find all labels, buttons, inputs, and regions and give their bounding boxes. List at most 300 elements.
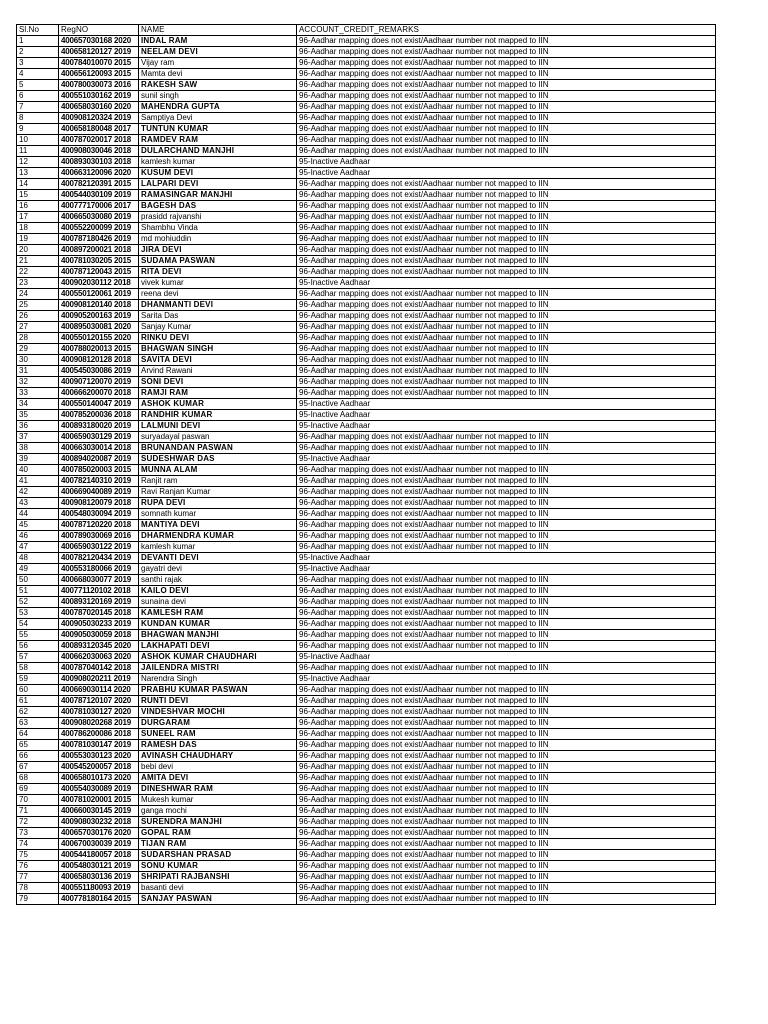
cell-sl-no: 4 <box>17 69 59 80</box>
account-credit-table <box>16 24 716 905</box>
cell-sl-no: 35 <box>17 410 59 421</box>
cell-regno: 400785200036 2018 <box>59 410 139 421</box>
cell-name: SONU KUMAR <box>139 861 297 872</box>
cell-regno: 400787120220 2018 <box>59 520 139 531</box>
cell-name: VINDESHVAR MOCHI <box>139 707 297 718</box>
column-header-name: NAME <box>139 25 297 36</box>
cell-name: SANJAY PASWAN <box>139 894 297 905</box>
cell-sl-no: 42 <box>17 487 59 498</box>
cell-sl-no: 2 <box>17 47 59 58</box>
table-row <box>17 586 716 597</box>
cell-remark: 96-Aadhar mapping does not exist/Aadhaar number not mapped to IIN <box>297 630 716 641</box>
table-row <box>17 234 716 245</box>
cell-sl-no: 61 <box>17 696 59 707</box>
cell-regno: 400908120128 2018 <box>59 355 139 366</box>
table-row <box>17 729 716 740</box>
table-row <box>17 564 716 575</box>
cell-remark: 96-Aadhar mapping does not exist/Aadhaar number not mapped to IIN <box>297 542 716 553</box>
cell-regno: 400787120043 2015 <box>59 267 139 278</box>
table-row <box>17 883 716 894</box>
header-row <box>17 25 716 36</box>
cell-name: BRUNANDAN PASWAN <box>139 443 297 454</box>
cell-sl-no: 38 <box>17 443 59 454</box>
table-row <box>17 366 716 377</box>
cell-regno: 400781030205 2015 <box>59 256 139 267</box>
table-row <box>17 553 716 564</box>
cell-name: Shambhu Vinda <box>139 223 297 234</box>
cell-remark: 96-Aadhar mapping does not exist/Aadhaar number not mapped to IIN <box>297 619 716 630</box>
table-row <box>17 685 716 696</box>
cell-sl-no: 8 <box>17 113 59 124</box>
cell-name: ASHOK KUMAR <box>139 399 297 410</box>
cell-remark: 96-Aadhar mapping does not exist/Aadhaar number not mapped to IIN <box>297 113 716 124</box>
cell-remark: 96-Aadhar mapping does not exist/Aadhaar number not mapped to IIN <box>297 267 716 278</box>
cell-name: DURGARAM <box>139 718 297 729</box>
cell-remark: 96-Aadhar mapping does not exist/Aadhaar number not mapped to IIN <box>297 223 716 234</box>
cell-regno: 400548030094 2019 <box>59 509 139 520</box>
cell-name: RINKU DEVI <box>139 333 297 344</box>
cell-sl-no: 53 <box>17 608 59 619</box>
cell-remark: 95-Inactive Aadhaar <box>297 157 716 168</box>
table-row <box>17 861 716 872</box>
cell-remark: 96-Aadhar mapping does not exist/Aadhaar number not mapped to IIN <box>297 839 716 850</box>
cell-sl-no: 33 <box>17 388 59 399</box>
cell-regno: 400781030147 2019 <box>59 740 139 751</box>
cell-regno: 400787180426 2019 <box>59 234 139 245</box>
cell-regno: 400908120324 2019 <box>59 113 139 124</box>
table-row <box>17 487 716 498</box>
cell-regno: 400778180164 2015 <box>59 894 139 905</box>
cell-remark: 96-Aadhar mapping does not exist/Aadhaar number not mapped to IIN <box>297 751 716 762</box>
cell-remark: 95-Inactive Aadhaar <box>297 564 716 575</box>
table-row <box>17 509 716 520</box>
cell-remark: 96-Aadhar mapping does not exist/Aadhaar number not mapped to IIN <box>297 872 716 883</box>
cell-name: TIJAN RAM <box>139 839 297 850</box>
cell-sl-no: 20 <box>17 245 59 256</box>
cell-sl-no: 64 <box>17 729 59 740</box>
table-row <box>17 443 716 454</box>
cell-sl-no: 76 <box>17 861 59 872</box>
spreadsheet-page <box>16 24 716 905</box>
cell-name: DINESHWAR RAM <box>139 784 297 795</box>
cell-sl-no: 68 <box>17 773 59 784</box>
cell-remark: 96-Aadhar mapping does not exist/Aadhaar number not mapped to IIN <box>297 817 716 828</box>
cell-regno: 400905200163 2019 <box>59 311 139 322</box>
cell-name: BHAGWAN SINGH <box>139 344 297 355</box>
cell-name: Mukesh kumar <box>139 795 297 806</box>
table-row <box>17 762 716 773</box>
cell-sl-no: 70 <box>17 795 59 806</box>
cell-remark: 96-Aadhar mapping does not exist/Aadhaar number not mapped to IIN <box>297 850 716 861</box>
cell-remark: 96-Aadhar mapping does not exist/Aadhaar number not mapped to IIN <box>297 179 716 190</box>
cell-sl-no: 43 <box>17 498 59 509</box>
table-row <box>17 619 716 630</box>
cell-regno: 400658010173 2020 <box>59 773 139 784</box>
table-row <box>17 872 716 883</box>
cell-sl-no: 15 <box>17 190 59 201</box>
cell-sl-no: 7 <box>17 102 59 113</box>
cell-remark: 96-Aadhar mapping does not exist/Aadhaar number not mapped to IIN <box>297 333 716 344</box>
table-row <box>17 399 716 410</box>
cell-sl-no: 10 <box>17 135 59 146</box>
table-row <box>17 784 716 795</box>
cell-remark: 96-Aadhar mapping does not exist/Aadhaar number not mapped to IIN <box>297 707 716 718</box>
cell-name: LALMUNI DEVI <box>139 421 297 432</box>
cell-sl-no: 62 <box>17 707 59 718</box>
cell-remark: 96-Aadhar mapping does not exist/Aadhaar number not mapped to IIN <box>297 58 716 69</box>
table-row <box>17 773 716 784</box>
cell-name: prasidd rajvanshi <box>139 212 297 223</box>
cell-regno: 400894020087 2019 <box>59 454 139 465</box>
table-row <box>17 465 716 476</box>
cell-name: Vijay ram <box>139 58 297 69</box>
cell-regno: 400902030112 2018 <box>59 278 139 289</box>
cell-sl-no: 32 <box>17 377 59 388</box>
table-row <box>17 850 716 861</box>
cell-name: RUPA DEVI <box>139 498 297 509</box>
cell-sl-no: 48 <box>17 553 59 564</box>
cell-sl-no: 73 <box>17 828 59 839</box>
table-row <box>17 267 716 278</box>
table-row <box>17 344 716 355</box>
table-row <box>17 322 716 333</box>
cell-name: DHANMANTI DEVI <box>139 300 297 311</box>
cell-name: santhi rajak <box>139 575 297 586</box>
cell-remark: 96-Aadhar mapping does not exist/Aadhaar number not mapped to IIN <box>297 388 716 399</box>
cell-remark: 96-Aadhar mapping does not exist/Aadhaar number not mapped to IIN <box>297 883 716 894</box>
cell-remark: 96-Aadhar mapping does not exist/Aadhaar number not mapped to IIN <box>297 91 716 102</box>
table-row <box>17 102 716 113</box>
table-row <box>17 432 716 443</box>
cell-regno: 400785020003 2015 <box>59 465 139 476</box>
cell-regno: 400662030063 2020 <box>59 652 139 663</box>
cell-sl-no: 37 <box>17 432 59 443</box>
cell-regno: 400551180093 2019 <box>59 883 139 894</box>
cell-sl-no: 22 <box>17 267 59 278</box>
cell-name: MUNNA ALAM <box>139 465 297 476</box>
cell-name: SUDARSHAN PRASAD <box>139 850 297 861</box>
cell-name: LALPARI DEVI <box>139 179 297 190</box>
cell-remark: 96-Aadhar mapping does not exist/Aadhaar number not mapped to IIN <box>297 212 716 223</box>
table-row <box>17 388 716 399</box>
cell-regno: 400554030089 2019 <box>59 784 139 795</box>
cell-remark: 96-Aadhar mapping does not exist/Aadhaar number not mapped to IIN <box>297 36 716 47</box>
cell-name: suryadayal paswan <box>139 432 297 443</box>
cell-regno: 400658180048 2017 <box>59 124 139 135</box>
cell-sl-no: 39 <box>17 454 59 465</box>
cell-sl-no: 18 <box>17 223 59 234</box>
cell-regno: 400789030069 2016 <box>59 531 139 542</box>
cell-sl-no: 30 <box>17 355 59 366</box>
cell-regno: 400771120102 2018 <box>59 586 139 597</box>
cell-name: AMITA DEVI <box>139 773 297 784</box>
cell-name: Mamta devi <box>139 69 297 80</box>
cell-remark: 96-Aadhar mapping does not exist/Aadhaar number not mapped to IIN <box>297 124 716 135</box>
cell-remark: 96-Aadhar mapping does not exist/Aadhaar number not mapped to IIN <box>297 729 716 740</box>
cell-name: BAGESH DAS <box>139 201 297 212</box>
cell-sl-no: 67 <box>17 762 59 773</box>
cell-name: sunaina devi <box>139 597 297 608</box>
cell-name: RAKESH SAW <box>139 80 297 91</box>
cell-regno: 400788020013 2015 <box>59 344 139 355</box>
cell-remark: 95-Inactive Aadhaar <box>297 674 716 685</box>
cell-regno: 400665030080 2019 <box>59 212 139 223</box>
cell-regno: 400545030086 2019 <box>59 366 139 377</box>
cell-name: md mohiuddin <box>139 234 297 245</box>
cell-name: kamlesh kumar <box>139 542 297 553</box>
cell-sl-no: 56 <box>17 641 59 652</box>
cell-name: gayatri devi <box>139 564 297 575</box>
cell-name: RANDHIR KUMAR <box>139 410 297 421</box>
cell-regno: 400545200057 2018 <box>59 762 139 773</box>
cell-name: SONI DEVI <box>139 377 297 388</box>
cell-remark: 96-Aadhar mapping does not exist/Aadhaar number not mapped to IIN <box>297 234 716 245</box>
table-row <box>17 168 716 179</box>
cell-sl-no: 21 <box>17 256 59 267</box>
cell-remark: 96-Aadhar mapping does not exist/Aadhaar number not mapped to IIN <box>297 696 716 707</box>
table-row <box>17 80 716 91</box>
cell-remark: 96-Aadhar mapping does not exist/Aadhaar number not mapped to IIN <box>297 300 716 311</box>
cell-sl-no: 52 <box>17 597 59 608</box>
cell-remark: 96-Aadhar mapping does not exist/Aadhaar number not mapped to IIN <box>297 366 716 377</box>
cell-regno: 400552200099 2019 <box>59 223 139 234</box>
cell-sl-no: 3 <box>17 58 59 69</box>
cell-remark: 96-Aadhar mapping does not exist/Aadhaar number not mapped to IIN <box>297 509 716 520</box>
cell-name: RAMASINGAR MANJHI <box>139 190 297 201</box>
cell-name: GOPAL RAM <box>139 828 297 839</box>
cell-remark: 96-Aadhar mapping does not exist/Aadhaar number not mapped to IIN <box>297 861 716 872</box>
cell-remark: 96-Aadhar mapping does not exist/Aadhaar number not mapped to IIN <box>297 102 716 113</box>
cell-sl-no: 45 <box>17 520 59 531</box>
cell-regno: 400908030232 2018 <box>59 817 139 828</box>
cell-sl-no: 25 <box>17 300 59 311</box>
cell-sl-no: 47 <box>17 542 59 553</box>
cell-regno: 400656120093 2015 <box>59 69 139 80</box>
cell-remark: 96-Aadhar mapping does not exist/Aadhaar number not mapped to IIN <box>297 135 716 146</box>
cell-name: RUNTI DEVI <box>139 696 297 707</box>
cell-remark: 96-Aadhar mapping does not exist/Aadhaar number not mapped to IIN <box>297 201 716 212</box>
cell-sl-no: 36 <box>17 421 59 432</box>
cell-sl-no: 9 <box>17 124 59 135</box>
cell-sl-no: 16 <box>17 201 59 212</box>
cell-remark: 95-Inactive Aadhaar <box>297 278 716 289</box>
table-row <box>17 36 716 47</box>
cell-sl-no: 78 <box>17 883 59 894</box>
cell-sl-no: 60 <box>17 685 59 696</box>
cell-remark: 96-Aadhar mapping does not exist/Aadhaar number not mapped to IIN <box>297 806 716 817</box>
cell-regno: 400787120107 2020 <box>59 696 139 707</box>
table-row <box>17 124 716 135</box>
cell-remark: 96-Aadhar mapping does not exist/Aadhaar number not mapped to IIN <box>297 773 716 784</box>
cell-name: DEVANTI DEVI <box>139 553 297 564</box>
cell-remark: 96-Aadhar mapping does not exist/Aadhaar number not mapped to IIN <box>297 586 716 597</box>
cell-remark: 95-Inactive Aadhaar <box>297 454 716 465</box>
cell-name: SUDESHWAR DAS <box>139 454 297 465</box>
cell-name: Narendra Singh <box>139 674 297 685</box>
cell-name: ganga mochi <box>139 806 297 817</box>
cell-regno: 400786200086 2018 <box>59 729 139 740</box>
cell-regno: 400897200021 2018 <box>59 245 139 256</box>
cell-sl-no: 79 <box>17 894 59 905</box>
cell-name: SAVITA DEVI <box>139 355 297 366</box>
cell-sl-no: 34 <box>17 399 59 410</box>
cell-sl-no: 63 <box>17 718 59 729</box>
table-row <box>17 146 716 157</box>
cell-remark: 95-Inactive Aadhaar <box>297 421 716 432</box>
cell-name: LAKHAPATI DEVI <box>139 641 297 652</box>
cell-sl-no: 29 <box>17 344 59 355</box>
cell-name: TUNTUN KUMAR <box>139 124 297 135</box>
cell-sl-no: 49 <box>17 564 59 575</box>
table-row <box>17 454 716 465</box>
table-row <box>17 476 716 487</box>
table-row <box>17 245 716 256</box>
cell-name: RITA DEVI <box>139 267 297 278</box>
cell-name: KAMLESH RAM <box>139 608 297 619</box>
table-row <box>17 212 716 223</box>
table-row <box>17 817 716 828</box>
cell-sl-no: 54 <box>17 619 59 630</box>
cell-regno: 400550120061 2019 <box>59 289 139 300</box>
table-row <box>17 421 716 432</box>
cell-regno: 400659030129 2019 <box>59 432 139 443</box>
cell-name: RAMESH DAS <box>139 740 297 751</box>
cell-remark: 96-Aadhar mapping does not exist/Aadhaar number not mapped to IIN <box>297 685 716 696</box>
cell-sl-no: 23 <box>17 278 59 289</box>
cell-regno: 400782120391 2015 <box>59 179 139 190</box>
table-row <box>17 135 716 146</box>
cell-regno: 400787040142 2018 <box>59 663 139 674</box>
cell-sl-no: 41 <box>17 476 59 487</box>
cell-sl-no: 27 <box>17 322 59 333</box>
cell-sl-no: 5 <box>17 80 59 91</box>
cell-remark: 96-Aadhar mapping does not exist/Aadhaar number not mapped to IIN <box>297 795 716 806</box>
table-row <box>17 674 716 685</box>
cell-name: Sarita Das <box>139 311 297 322</box>
table-row <box>17 575 716 586</box>
table-row <box>17 839 716 850</box>
table-row <box>17 751 716 762</box>
cell-remark: 96-Aadhar mapping does not exist/Aadhaar number not mapped to IIN <box>297 520 716 531</box>
cell-name: DULARCHAND MANJHI <box>139 146 297 157</box>
cell-regno: 400781020001 2015 <box>59 795 139 806</box>
cell-sl-no: 31 <box>17 366 59 377</box>
cell-remark: 96-Aadhar mapping does not exist/Aadhaar number not mapped to IIN <box>297 80 716 91</box>
cell-remark: 95-Inactive Aadhaar <box>297 168 716 179</box>
cell-regno: 400550140047 2019 <box>59 399 139 410</box>
cell-regno: 400553030123 2020 <box>59 751 139 762</box>
table-row <box>17 828 716 839</box>
cell-name: SURENDRA MANJHI <box>139 817 297 828</box>
cell-remark: 96-Aadhar mapping does not exist/Aadhaar number not mapped to IIN <box>297 245 716 256</box>
cell-sl-no: 6 <box>17 91 59 102</box>
cell-regno: 400659030122 2019 <box>59 542 139 553</box>
cell-regno: 400893120345 2020 <box>59 641 139 652</box>
cell-name: kamlesh kumar <box>139 157 297 168</box>
cell-sl-no: 24 <box>17 289 59 300</box>
cell-sl-no: 19 <box>17 234 59 245</box>
cell-regno: 400551030162 2019 <box>59 91 139 102</box>
table-row <box>17 498 716 509</box>
cell-name: JAILENDRA MISTRI <box>139 663 297 674</box>
cell-regno: 400787020145 2018 <box>59 608 139 619</box>
cell-sl-no: 40 <box>17 465 59 476</box>
table-row <box>17 608 716 619</box>
cell-name: JIRA DEVI <box>139 245 297 256</box>
cell-sl-no: 72 <box>17 817 59 828</box>
cell-remark: 96-Aadhar mapping does not exist/Aadhaar number not mapped to IIN <box>297 69 716 80</box>
column-header-sl-no: Sl.No <box>17 25 59 36</box>
cell-regno: 400657030176 2020 <box>59 828 139 839</box>
table-row <box>17 47 716 58</box>
table-row <box>17 806 716 817</box>
table-row <box>17 333 716 344</box>
cell-regno: 400658030160 2020 <box>59 102 139 113</box>
cell-name: Ranjit ram <box>139 476 297 487</box>
cell-sl-no: 59 <box>17 674 59 685</box>
cell-name: SHRIPATI RAJBANSHI <box>139 872 297 883</box>
cell-remark: 96-Aadhar mapping does not exist/Aadhaar number not mapped to IIN <box>297 608 716 619</box>
cell-sl-no: 69 <box>17 784 59 795</box>
table-row <box>17 113 716 124</box>
table-row <box>17 223 716 234</box>
cell-name: INDAL RAM <box>139 36 297 47</box>
cell-regno: 400666200070 2018 <box>59 388 139 399</box>
cell-remark: 96-Aadhar mapping does not exist/Aadhaar number not mapped to IIN <box>297 377 716 388</box>
cell-name: Ravi Ranjan Kumar <box>139 487 297 498</box>
cell-regno: 400669030114 2020 <box>59 685 139 696</box>
table-row <box>17 201 716 212</box>
cell-sl-no: 74 <box>17 839 59 850</box>
cell-regno: 400669040089 2019 <box>59 487 139 498</box>
table-row <box>17 179 716 190</box>
cell-regno: 400663030014 2018 <box>59 443 139 454</box>
cell-remark: 96-Aadhar mapping does not exist/Aadhaar number not mapped to IIN <box>297 641 716 652</box>
cell-remark: 96-Aadhar mapping does not exist/Aadhaar number not mapped to IIN <box>297 740 716 751</box>
table-row <box>17 256 716 267</box>
cell-remark: 96-Aadhar mapping does not exist/Aadhaar number not mapped to IIN <box>297 146 716 157</box>
cell-regno: 400657030168 2020 <box>59 36 139 47</box>
cell-remark: 96-Aadhar mapping does not exist/Aadhaar number not mapped to IIN <box>297 784 716 795</box>
cell-remark: 96-Aadhar mapping does not exist/Aadhaar number not mapped to IIN <box>297 476 716 487</box>
cell-regno: 400908120079 2018 <box>59 498 139 509</box>
cell-name: Sanjay Kumar <box>139 322 297 333</box>
table-row <box>17 718 716 729</box>
cell-sl-no: 50 <box>17 575 59 586</box>
cell-regno: 400782140310 2019 <box>59 476 139 487</box>
cell-remark: 96-Aadhar mapping does not exist/Aadhaar number not mapped to IIN <box>297 718 716 729</box>
cell-regno: 400780030073 2016 <box>59 80 139 91</box>
cell-sl-no: 17 <box>17 212 59 223</box>
column-header-regno: RegNO <box>59 25 139 36</box>
cell-name: Samptiya Devi <box>139 113 297 124</box>
table-row <box>17 652 716 663</box>
cell-name: BHAGWAN MANJHI <box>139 630 297 641</box>
cell-remark: 96-Aadhar mapping does not exist/Aadhaar number not mapped to IIN <box>297 894 716 905</box>
cell-remark: 96-Aadhar mapping does not exist/Aadhaar number not mapped to IIN <box>297 487 716 498</box>
table-body <box>17 36 716 905</box>
cell-regno: 400908030046 2018 <box>59 146 139 157</box>
table-row <box>17 355 716 366</box>
cell-regno: 400895030081 2020 <box>59 322 139 333</box>
cell-sl-no: 66 <box>17 751 59 762</box>
cell-regno: 400905030233 2019 <box>59 619 139 630</box>
table-row <box>17 531 716 542</box>
cell-name: DHARMENDRA KUMAR <box>139 531 297 542</box>
cell-remark: 96-Aadhar mapping does not exist/Aadhaar number not mapped to IIN <box>297 190 716 201</box>
cell-remark: 96-Aadhar mapping does not exist/Aadhaar number not mapped to IIN <box>297 828 716 839</box>
cell-sl-no: 28 <box>17 333 59 344</box>
